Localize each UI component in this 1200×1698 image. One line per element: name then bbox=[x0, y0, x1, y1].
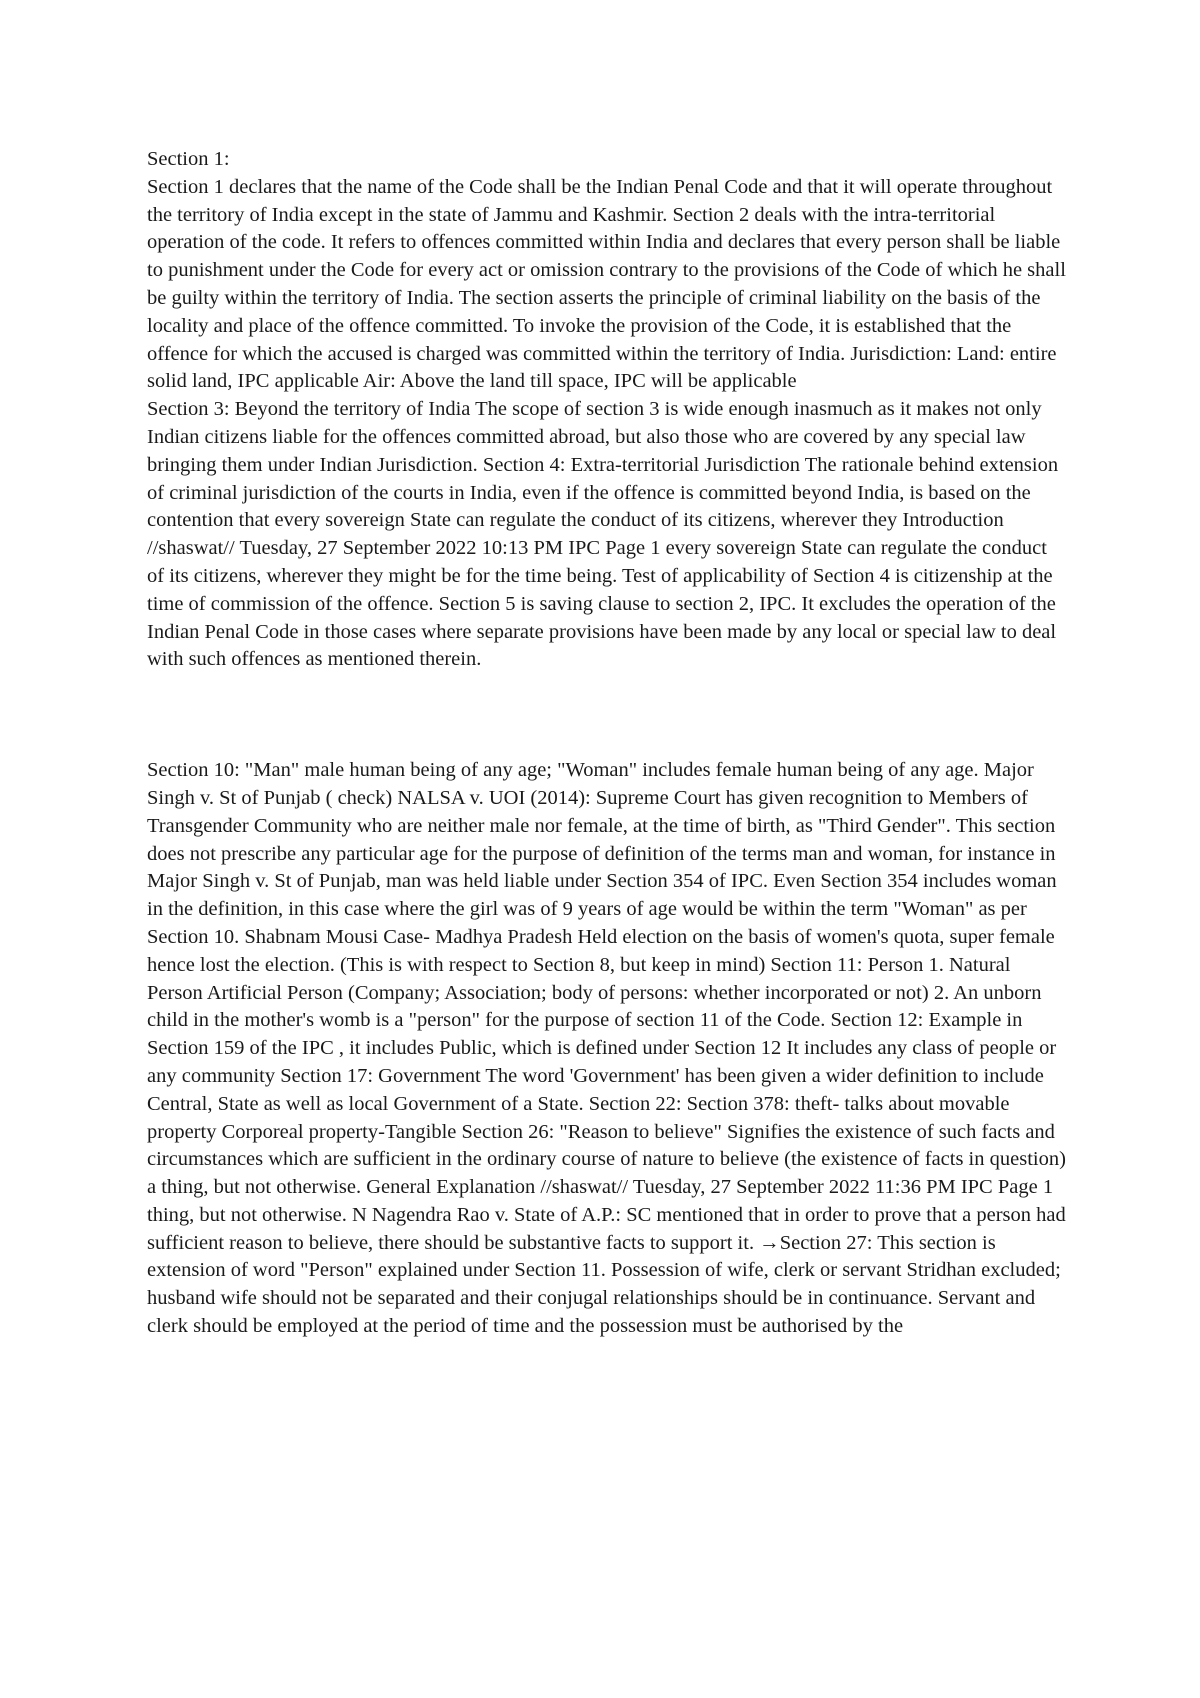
paragraph-sections-3-5: Section 3: Beyond the territory of India The scope of section 3 is wide enough inasmuch as it makes not only Indian citizens liable for the offences committed abroad, but also those who are covered by any special law bringing them under Indian Jurisdiction. Section 4: Extra-territorial Jurisdiction The rationale behind extension of criminal jurisdiction of the courts in India, even if the offence is committed beyond India, is based on the contention that every sovereign State can regulate the conduct of its citizens, wherever they Introduction //shaswat// Tuesday, 27 September 2022 10:13 PM IPC Page 1 every sovereign State can regulate the conduct of its citizens, wherever they might be for the time being. Test of applicability of Section 4 is citizenship at the time of commission of the offence. Section 5 is saving clause to section 2, IPC. It excludes the operation of the Indian Penal Code in those cases where separate provisions have been made by any local or special law to deal with such offences as mentioned therein. bbox=[147, 398, 1059, 671]
paragraph-sections-1-2: Section 1 declares that the name of the Code shall be the Indian Penal Code and that it will operate throughout the territory of India except in the state of Jammu and Kashmir. Section 2 deals with the intra-territorial operation of the code. It refers to offences committed within India and declares that every person shall be liable to punishment under the Code for every act or omission contrary to the provisions of the Code of which he shall be guilty within the territory of India. The section asserts the principle of criminal liability on the basis of the locality and place of the offence committed. To invoke the provision of the Code, it is established that the offence for which the accused is charged was committed within the territory of India. Jurisdiction: Land: entire solid land, IPC applicable Air: Above the land till space, IPC will be applicable bbox=[147, 175, 1066, 393]
section-1-heading: Section 1: bbox=[147, 148, 230, 170]
document-body bbox=[147, 146, 1067, 1341]
paragraph-sections-10-27: Section 10: "Man" male human being of any age; "Woman" includes female human being of any age. Major Singh v. St of Punjab ( check) NALSA v. UOI (2014): Supreme Court has given recognition to Members of Transgender Community who are neither male nor female, at the time of birth, as "Third Gender". This section does not prescribe any particular age for the purpose of definition of the terms man and woman, for instance in Major Singh v. St of Punjab, man was held liable under Section 354 of IPC. Even Section 354 includes woman in the definition, in this case where the girl was of 9 years of age would be within the term "Woman" as per Section 10. Shabnam Mousi Case- Madhya Pradesh Held election on the basis of women's quota, super female hence lost the election. (This is with respect to Section 8, but keep in mind) Section 11: Person 1. Natural Person Artificial Person (Company; Association; body of persons: whether incorporated or not) 2. An unborn child in the mother's womb is a "person" for the purpose of section 11 of the Code. Section 12: Example in Section 159 of the IPC , it includes Public, which is defined under Section 12 It includes any class of people or any community Section 17: Government The word 'Government' has been given a wider definition to include Central, State as well as local Government of a State. Section 22: Section 378: theft- talks about movable property Corporeal property-Tangible Section 26: "Reason to believe" Signifies the existence of such facts and circumstances which are sufficient in the ordinary course of nature to believe (the existence of facts in question) a thing, but not otherwise. General Explanation //shaswat// Tuesday, 27 September 2022 11:36 PM IPC Page 1 thing, but not otherwise. N Nagendra Rao v. State of A.P.: SC mentioned that in order to prove that a person had sufficient reason to believe, there should be substantive facts to support it. →Section 27: This section is extension of word "Person" explained under Section 11. Possession of wife, clerk or servant Stridhan excluded; husband wife should not be separated and their conjugal relationships should be in continuance. Servant and clerk should be employed at the period of time and the possession must be authorised by the bbox=[147, 759, 1066, 1338]
paragraph-gap bbox=[147, 674, 1067, 757]
